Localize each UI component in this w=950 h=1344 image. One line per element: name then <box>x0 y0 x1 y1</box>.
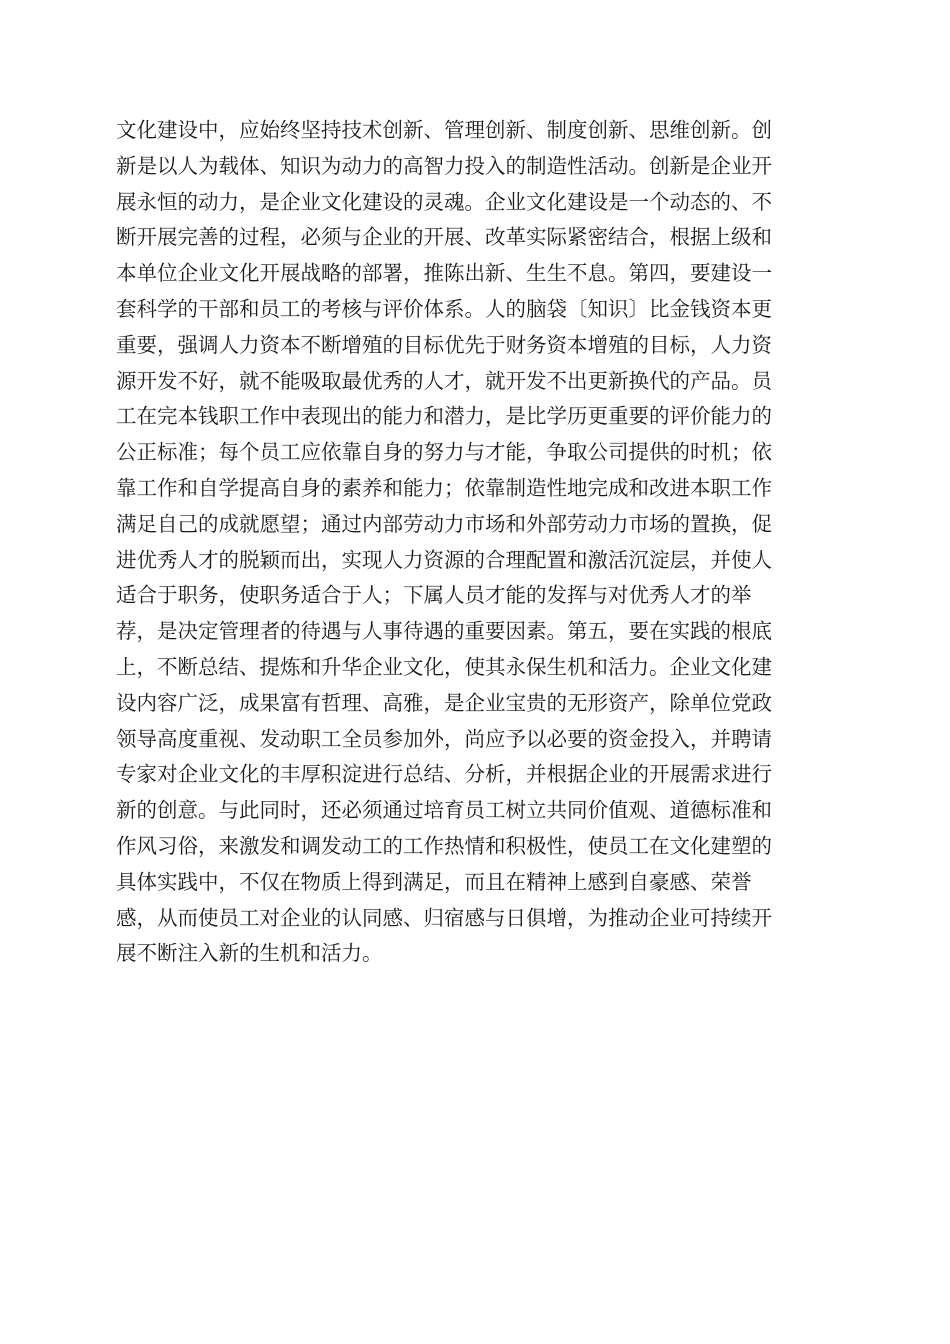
text-line: 满足自己的成就愿望；通过内部劳动力市场和外部劳动力市场的置换，促 <box>116 511 772 536</box>
body-paragraph <box>116 113 836 972</box>
text-line: 靠工作和自学提高自身的素养和能力；依靠制造性地完成和改进本职工作 <box>116 475 772 500</box>
text-line: 感，从而使员工对企业的认同感、归宿感与日俱增，为推动企业可持续开 <box>116 905 772 930</box>
text-line: 上，不断总结、提炼和升华企业文化，使其永保生机和活力。企业文化建 <box>116 654 772 679</box>
text-line: 展不断注入新的生机和活力。 <box>116 941 383 966</box>
text-line: 设内容广泛，成果富有哲理、高雅，是企业宝贵的无形资产，除单位党政 <box>116 690 772 715</box>
text-line: 具体实践中，不仅在物质上得到满足，而且在精神上感到自豪感、荣誉 <box>116 869 752 894</box>
text-line: 进优秀人才的脱颖而出，实现人力资源的合理配置和激活沉淀层，并使人 <box>116 547 772 572</box>
text-line: 套科学的干部和员工的考核与评价体系。人的脑袋〔知识〕比金钱资本更 <box>116 296 772 321</box>
text-line: 新的创意。与此同时，还必须通过培育员工树立共同价值观、道德标准和 <box>116 798 772 823</box>
text-line: 展永恒的动力，是企业文化建设的灵魂。企业文化建设是一个动态的、不 <box>116 189 772 214</box>
text-line: 荐，是决定管理者的待遇与人事待遇的重要因素。第五，要在实践的根底 <box>116 619 772 644</box>
text-line: 断开展完善的过程，必须与企业的开展、改革实际紧密结合，根据上级和 <box>116 225 772 250</box>
text-line: 领导高度重视、发动职工全员参加外，尚应予以必要的资金投入，并聘请 <box>116 726 772 751</box>
text-line: 源开发不好，就不能吸取最优秀的人才，就开发不出更新换代的产品。员 <box>116 368 772 393</box>
text-line: 公正标准；每个员工应依靠自身的努力与才能，争取公司提供的时机；依 <box>116 440 772 465</box>
text-line: 本单位企业文化开展战略的部署，推陈出新、生生不息。第四，要建设一 <box>116 261 772 286</box>
text-line: 专家对企业文化的丰厚积淀进行总结、分析，并根据企业的开展需求进行 <box>116 762 772 787</box>
text-line: 重要，强调人力资本不断增殖的目标优先于财务资本增殖的目标，人力资 <box>116 332 772 357</box>
text-line: 适合于职务，使职务适合于人；下属人员才能的发挥与对优秀人才的举 <box>116 583 752 608</box>
text-line: 文化建设中，应始终坚持技术创新、管理创新、制度创新、思维创新。创 <box>116 118 772 142</box>
text-line: 作风习俗，来激发和调发动工的工作热情和积极性，使员工在文化建塑的 <box>116 833 772 858</box>
text-line: 新是以人为载体、知识为动力的高智力投入的制造性活动。创新是企业开 <box>116 153 772 178</box>
text-line: 工在完本钱职工作中表现出的能力和潜力，是比学历更重要的评价能力的 <box>116 404 772 429</box>
